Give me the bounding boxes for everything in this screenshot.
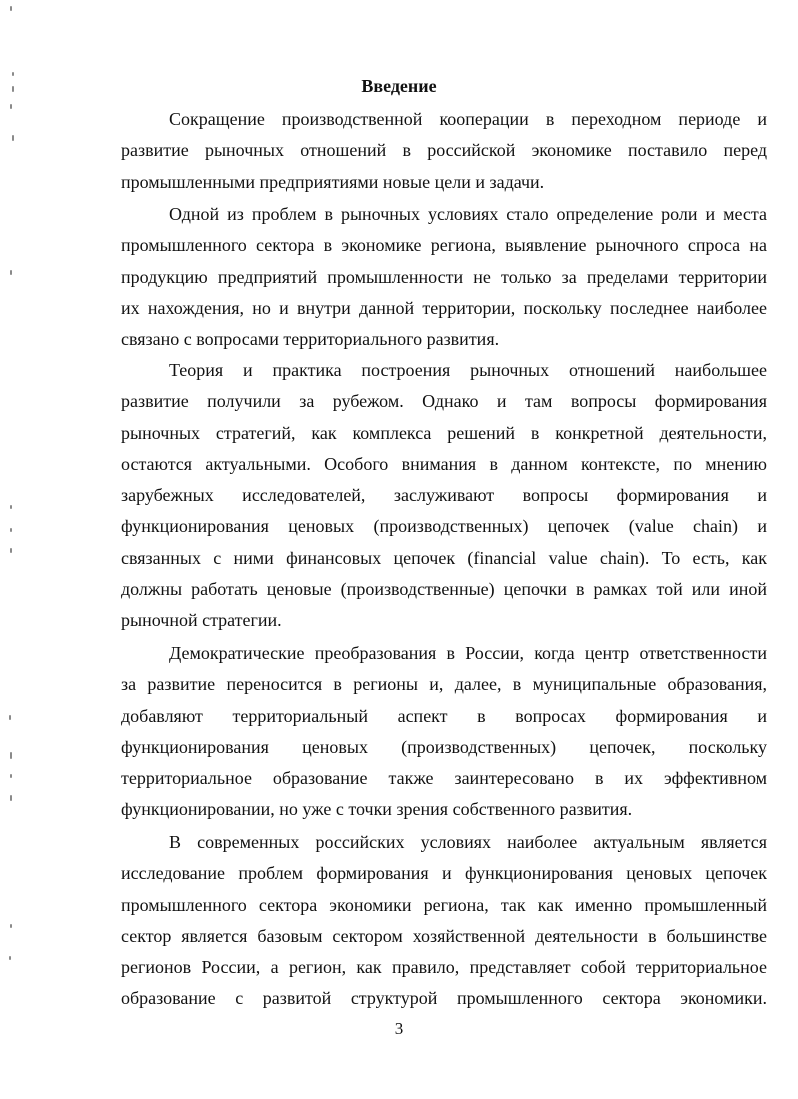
text-line: за развитие переносится в регионы и, далее, в муниципальные образования, <box>121 674 767 695</box>
scan-speck <box>10 528 12 532</box>
text-line: связано с вопросами территориального развития. <box>121 329 500 350</box>
paragraph-4 <box>121 638 767 826</box>
text-line: их нахождения, но и внутри данной территории, поскольку последнее наиболее <box>121 297 767 318</box>
scan-speck <box>12 86 14 92</box>
text-line: Теория и практика построения рыночных отношений наибольшее <box>169 360 767 380</box>
page-title: Введение <box>361 76 437 96</box>
text-line: функционирования ценовых (производственных) цепочек (value chain) и <box>121 516 767 537</box>
text-line: исследование проблем формирования и функционирования ценовых цепочек <box>121 863 767 884</box>
text-line: развитие получили за рубежом. Однако и там вопросы формирования <box>121 391 767 412</box>
text-line: Одной из проблем в рыночных условиях стало определение роли и места <box>169 204 767 224</box>
text-line: добавляют территориальный аспект в вопросах формирования и <box>121 705 767 726</box>
paragraph-5 <box>121 827 767 1015</box>
text-line: должны работать ценовые (производственные) цепочки в рамках той или иной <box>121 579 767 600</box>
text-line: Демократические преобразования в России, когда центр ответственности <box>169 643 767 663</box>
scan-speck <box>12 72 14 76</box>
text-line: территориальное образование также заинтересовано в их эффективном <box>121 768 767 789</box>
text-line: промышленного сектора в экономике региона, выявление рыночного спроса на <box>121 235 767 256</box>
text-line: Сокращение производственной кооперации в переходном периоде и <box>169 109 767 129</box>
scan-speck <box>10 548 12 553</box>
page-number: 3 <box>394 1019 404 1038</box>
text-line: рыночной стратегии. <box>121 610 282 631</box>
scan-speck <box>10 104 12 109</box>
text-line: рыночных стратегий, как комплекса решений в конкретной деятельности, <box>121 422 767 443</box>
scan-speck <box>10 774 12 778</box>
text-line: развитие рыночных отношений в российской экономике поставило перед <box>121 140 767 161</box>
text-line: связанных с ними финансовых цепочек (financial value chain). То есть, как <box>121 547 767 568</box>
scan-speck <box>10 924 12 928</box>
scan-speck <box>10 505 12 509</box>
text-line: регионов России, а регион, как правило, представляет собой территориальное <box>121 957 767 978</box>
paragraph-3 <box>121 355 767 637</box>
text-line: промышленного сектора экономики региона, так как именно промышленный <box>121 894 767 915</box>
paragraph-1 <box>121 104 767 198</box>
scan-speck <box>9 715 11 720</box>
text-line: продукцию предприятий промышленности не только за пределами территории <box>121 266 767 287</box>
paragraph-2 <box>121 199 767 355</box>
scan-speck <box>10 270 12 275</box>
scan-speck <box>10 6 12 11</box>
text-line: В современных российских условиях наиболее актуальным является <box>169 832 767 852</box>
scan-speck <box>10 795 12 801</box>
text-line: промышленными предприятиями новые цели и задачи. <box>121 171 545 192</box>
text-line: зарубежных исследователей, заслуживают вопросы формирования и <box>121 485 767 506</box>
text-line: функционировании, но уже с точки зрения собственного развития. <box>121 799 633 820</box>
text-line: сектор является базовым сектором хозяйственной деятельности в большинстве <box>121 925 767 946</box>
scan-speck <box>12 135 14 141</box>
text-line: остаются актуальными. Особого внимания в данном контексте, по мнению <box>121 453 767 474</box>
text-line: образование с развитой структурой промышленного сектора экономики. <box>121 988 767 1009</box>
scan-speck <box>10 752 12 759</box>
scan-speck <box>9 956 11 960</box>
text-line: функционирования ценовых (производственных) цепочек, поскольку <box>121 736 767 757</box>
